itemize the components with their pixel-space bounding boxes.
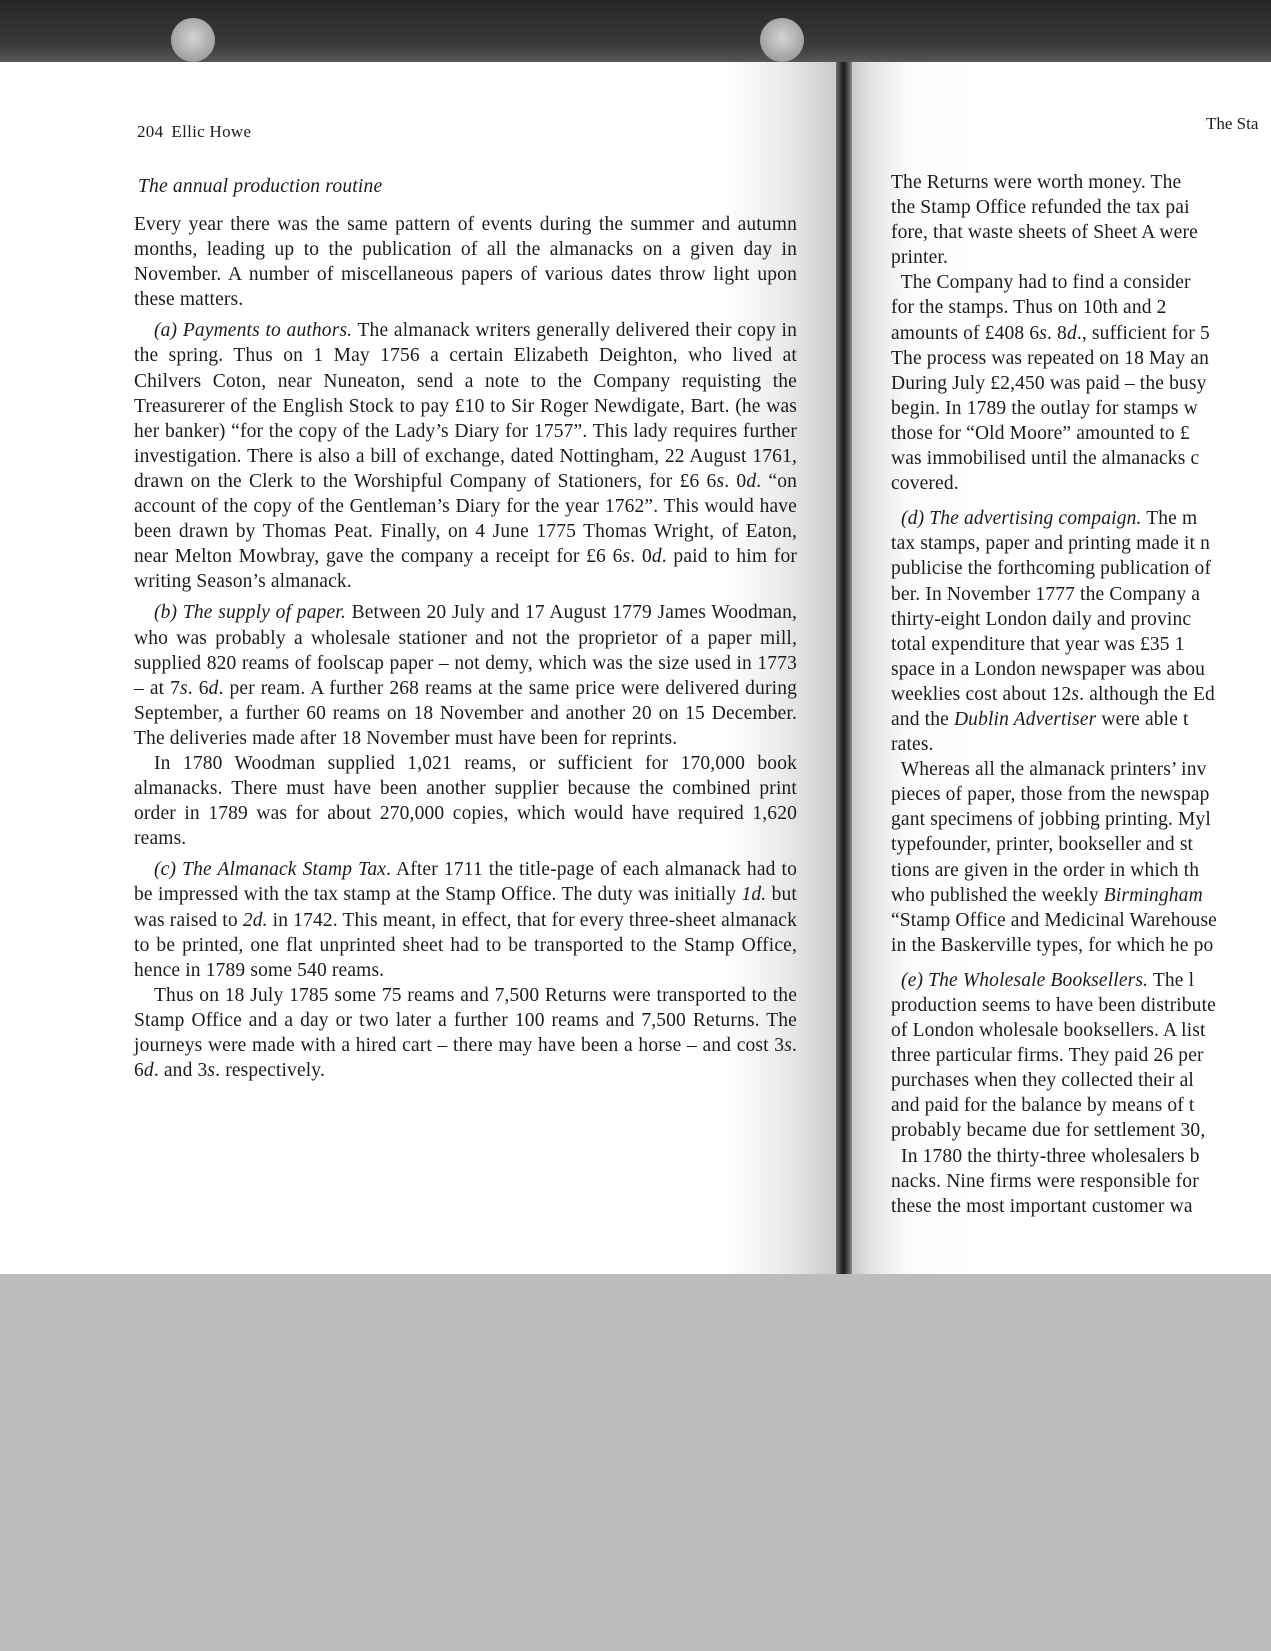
right-text-column: [891, 170, 1271, 1219]
text-line: the Stamp Office refunded the tax pai: [891, 197, 1190, 219]
text-line: publicise the forthcoming publication of: [891, 558, 1212, 580]
text-line: of London wholesale booksellers. A list: [891, 1020, 1206, 1042]
subsection-label-e: (e) The Wholesale Booksellers.: [891, 969, 1149, 991]
text-line: total expenditure that year was £35 1: [891, 633, 1185, 655]
text-line: rates.: [891, 734, 934, 756]
paragraph-payments-to-authors: (a) Payments to authors. The almanack writers generally delivered their copy in the spring. Thus on 1 May 1756 a certain Elizabeth Deighton, who lived at Chilvers Coton, near Nuneaton, send a note to the Company requisting the Treasurerer of the English Stock to pay £10 to Sir Roger Newdigate, Bart. (he was her banker) “for the copy of the Lady’s Diary for 1757”. This lady requires further investigation. There is also a bill of exchange, dated Nottingham, 22 August 1761, drawn on the Clerk to the Worshipful Company of Stationers, for £6 6s. 0d. “on account of the copy of the Gentleman’s Diary for the year 1762”. This would have been drawn by Thomas Peat. Finally, on 4 June 1775 Thomas Wright, of Eaton, near Melton Mowbray, gave the company a receipt for £6 6s. 0d. paid to him for writing Season’s almanack.: [134, 320, 798, 593]
text-line: gant specimens of jobbing printing. Myl: [891, 809, 1211, 831]
text-line: tax stamps, paper and printing made it n: [891, 533, 1211, 555]
text-line: The Company had to find a consider: [891, 272, 1191, 294]
text-line: (d) The advertising compaign. The m: [891, 508, 1198, 530]
intro-paragraph: Every year there was the same pattern of events during the summer and autumn months, leading up to the publication of all the almanacks on a given day in November. A number of miscellaneous papers of various dates throw light upon these matters.: [134, 214, 797, 311]
text-line: who published the weekly Birmingham: [891, 884, 1203, 906]
text-line: printer.: [891, 247, 948, 269]
author-name: Ellic Howe: [171, 122, 252, 141]
text-line: (e) The Wholesale Booksellers. The l: [891, 969, 1195, 991]
paragraph-almanack-stamp-tax: (c) The Almanack Stamp Tax. After 1711 the title-page of each almanack had to be impressed with the tax stamp at the Stamp Office. The duty was initially 1d. but was raised to 2d. in 1742. This meant, in effect, that for every three-sheet almanack to be printed, one flat unprinted sheet had to be transported to the Stamp Office, hence in 1789 some 540 reams.: [134, 859, 797, 981]
text-line: fore, that waste sheets of Sheet A were: [891, 222, 1198, 244]
right-running-head: The Sta: [1206, 114, 1259, 133]
text-line: probably became due for settlement 30,: [891, 1120, 1206, 1142]
paragraph-transport-1785: Thus on 18 July 1785 some 75 reams and 7,500 Returns were transported to the Stamp Office and a day or two later a further 100 reams and 7,500 Returns. The journeys were made with a hired cart – there may have been a horse – and cost 3s. 6d. and 3s. respectively.: [134, 984, 797, 1082]
text-line: these the most important customer wa: [891, 1195, 1193, 1217]
text-line: The process was repeated on 18 May an: [891, 347, 1209, 369]
text-line: three particular firms. They paid 26 per: [891, 1045, 1204, 1067]
text-line: purchases when they collected their al: [891, 1070, 1194, 1092]
subsection-label-a: (a) Payments to authors.: [154, 320, 353, 342]
text-line: and paid for the balance by means of t: [891, 1095, 1195, 1117]
text-line: nacks. Nine firms were responsible for: [891, 1170, 1199, 1192]
text-line: space in a London newspaper was abou: [891, 658, 1206, 680]
text-line: and the Dublin Advertiser were able t: [891, 708, 1189, 730]
section-heading: The annual production routine: [138, 176, 383, 197]
paragraph-supply-of-paper: (b) The supply of paper. Between 20 July and 17 August 1779 James Woodman, who was probably a wholesale stationer and not the proprietor of a paper mill, supplied 820 reams of foolscap paper – not demy, which was the size used in 1773 – at 7s. 6d. per ream. A further 268 reams at the same price were delivered during September, a further 60 reams on 18 November and another 20 on 15 December. The deliveries made after 18 November must have been for reprints.: [134, 602, 797, 749]
text-line: Whereas all the almanack printers’ inv: [891, 759, 1207, 781]
left-running-head: [137, 122, 251, 142]
punch-hole-right: [760, 18, 804, 62]
text-line: in the Baskerville types, for which he po: [891, 934, 1214, 956]
text-line: those for “Old Moore” amounted to £: [891, 422, 1190, 444]
text-line: begin. In 1789 the outlay for stamps w: [891, 397, 1198, 419]
text-line: During July £2,450 was paid – the busy: [891, 372, 1207, 394]
text-line: thirty-eight London daily and provinc: [891, 608, 1192, 630]
text-line: weeklies cost about 12s. although the Ed: [891, 683, 1215, 705]
paragraph-gap: [891, 958, 1271, 968]
text-line: covered.: [891, 473, 959, 495]
text-line: was immobilised until the almanacks c: [891, 448, 1200, 470]
text-line: “Stamp Office and Medicinal Warehouse: [891, 909, 1217, 931]
text-line: The Returns were worth money. The: [891, 172, 1182, 193]
punch-hole-left: [171, 18, 215, 62]
left-text-column: [134, 176, 797, 1083]
text-line: amounts of £408 6s. 8d., sufficient for 5: [891, 322, 1210, 344]
paragraph-woodman-1780: In 1780 Woodman supplied 1,021 reams, or sufficient for 170,000 book almanacks. There must have been another supplier because the combined print order in 1789 was for about 270,000 copies, which would have required 1,620 reams.: [134, 752, 797, 850]
text-line: typefounder, printer, bookseller and st: [891, 834, 1194, 856]
text-line: for the stamps. Thus on 10th and 2: [891, 297, 1167, 319]
subsection-label-b: (b) The supply of paper.: [154, 602, 346, 624]
subsection-label-c: (c) The Almanack Stamp Tax: [154, 859, 387, 881]
paragraph-gap: [891, 496, 1271, 506]
text-line: production seems to have been distribute: [891, 995, 1216, 1016]
text-line: tions are given in the order in which th: [891, 859, 1200, 881]
page-number: 204: [137, 122, 164, 141]
text-line: In 1780 the thirty-three wholesalers b: [891, 1145, 1200, 1167]
text-line: pieces of paper, those from the newspap: [891, 784, 1210, 806]
book-gutter: [836, 62, 852, 1274]
subsection-label-d: (d) The advertising compaign.: [891, 508, 1142, 530]
text-line: ber. In November 1777 the Company a: [891, 583, 1201, 605]
